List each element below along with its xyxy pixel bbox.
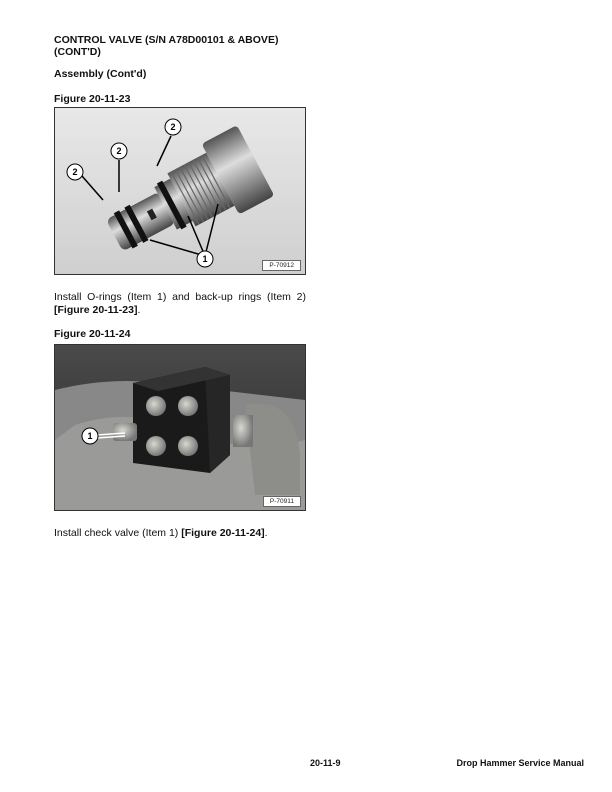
photo-code: P-70912 [262, 260, 301, 271]
valve-block-image [55, 345, 305, 510]
section-title-line1: CONTROL VALVE (S/N A78D00101 & ABOVE) [54, 34, 279, 46]
figure-1-photo [54, 107, 306, 275]
instruction-text: Install check valve (Item 1) [54, 527, 182, 539]
instruction-text: Install O-rings (Item 1) and back-up rings (Item 2) [54, 291, 306, 303]
callout-label: 2 [72, 167, 78, 177]
page-number: 20-11-9 [310, 758, 341, 768]
callout-label: 1 [87, 431, 93, 441]
instruction-paragraph-1: Install O-rings (Item 1) and back-up rings (Item 2) [Figure 20-11-23]. [54, 291, 306, 316]
section-title [54, 34, 314, 58]
callout-label: 2 [116, 146, 122, 156]
manual-title: Drop Hammer Service Manual [456, 758, 584, 768]
photo-code: P-70911 [263, 496, 301, 507]
figure-2-label: Figure 20-11-24 [54, 328, 131, 340]
section-title-line2: (CONT'D) [54, 46, 101, 58]
callout-label: 2 [170, 122, 176, 132]
instruction-paragraph-2: Install check valve (Item 1) [Figure 20-11-24]. [54, 527, 268, 539]
figure-1-label: Figure 20-11-23 [54, 93, 131, 105]
valve-cartridge-image [55, 108, 305, 274]
figure-reference: [Figure 20-11-23] [54, 304, 138, 316]
figure-2-photo [54, 344, 306, 511]
callout-label: 1 [202, 254, 208, 264]
figure-reference: [Figure 20-11-24] [181, 527, 265, 539]
section-subtitle: Assembly (Cont'd) [54, 68, 147, 80]
